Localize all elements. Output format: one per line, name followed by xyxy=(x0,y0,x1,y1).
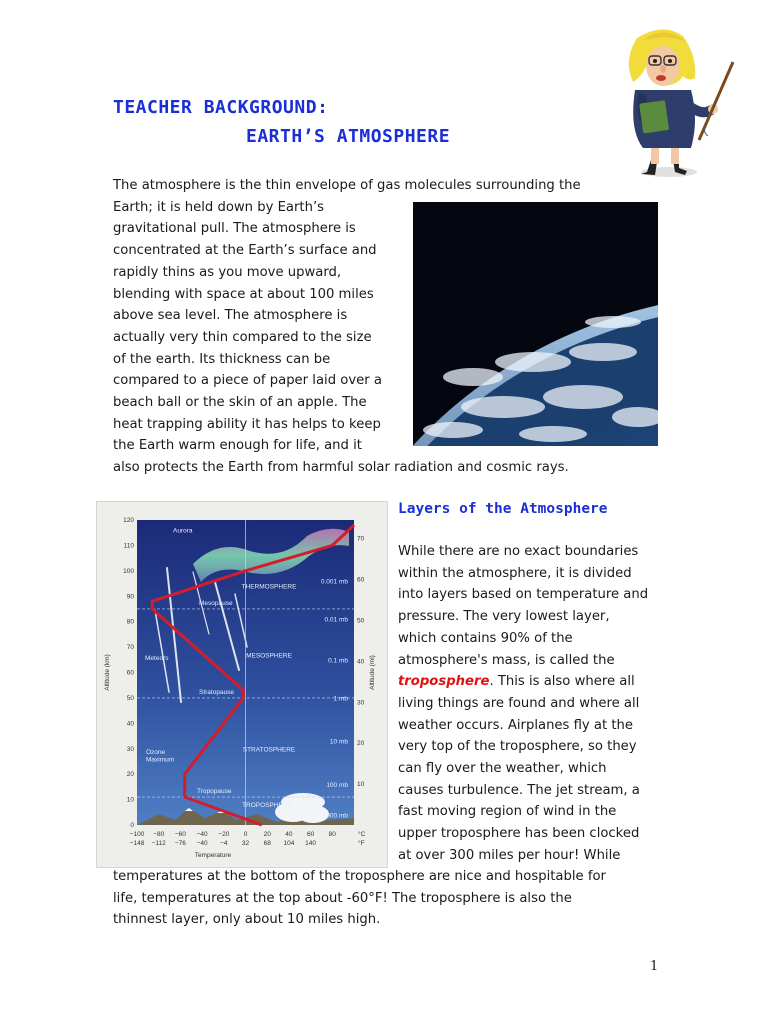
pressure-label: 100 mb xyxy=(326,781,348,789)
left-axis-label: Altitude (km) xyxy=(104,654,111,691)
celsius-tick-label: 80 xyxy=(328,831,336,838)
fahrenheit-tick-label: −40 xyxy=(196,840,208,847)
km-tick-label: 20 xyxy=(126,771,134,779)
troposphere-highlight: troposphere xyxy=(398,674,490,690)
layers-line: which contains 90% of the xyxy=(398,630,573,646)
closing-line: thinnest layer, only about 10 miles high. xyxy=(113,912,381,928)
layers-line: atmosphere's mass, is called the xyxy=(398,652,615,668)
fahrenheit-tick-label: 140 xyxy=(305,840,317,847)
fahrenheit-tick-label: −4 xyxy=(220,840,228,847)
atmosphere-layers-diagram-frame xyxy=(96,501,388,868)
mi-tick-label: 30 xyxy=(357,699,365,707)
layers-line: While there are no exact boundaries xyxy=(398,544,639,559)
layers-line: into layers based on temperature and xyxy=(398,587,649,603)
layers-line: weather occurs. Airplanes fly at the xyxy=(398,717,633,733)
title-line-1: TEACHER BACKGROUND: xyxy=(113,97,329,118)
stratopause-label: Stratopause xyxy=(199,689,235,697)
layers-line-rest: . This is also where all xyxy=(489,674,635,690)
km-tick-label: 50 xyxy=(126,694,134,702)
intro-line: The atmosphere is the thin envelope of gas molecules surrounding the xyxy=(113,178,581,193)
km-tick-label: 90 xyxy=(126,593,134,601)
layers-line: causes turbulence. The jet stream, a xyxy=(398,782,640,798)
fahrenheit-tick-label: −76 xyxy=(174,840,186,847)
km-tick-label: 30 xyxy=(126,745,134,753)
celsius-tick-label: 40 xyxy=(285,831,293,838)
km-tick-label: 0 xyxy=(130,822,134,829)
closing-line: temperatures at the bottom of the troposphere are nice and hospitable for xyxy=(113,869,606,884)
pressure-label: 0.001 mb xyxy=(320,578,348,586)
layers-line: can fly over the weather, which xyxy=(398,761,607,777)
layers-line: living things are found and where all xyxy=(398,695,640,711)
ozone-maximum-label: Maximum xyxy=(146,756,175,764)
intro-line: Earth; it is held down by Earth’s xyxy=(113,199,325,215)
meteors-label: Meteors xyxy=(145,654,169,662)
layers-line: very top of the troposphere, so they xyxy=(398,739,637,755)
km-tick-label: 10 xyxy=(126,796,134,804)
x-axis-label: Temperature xyxy=(194,852,232,859)
celsius-tick-label: 0 xyxy=(243,831,248,838)
layers-line: pressure. The very lowest layer, xyxy=(398,609,610,625)
mi-tick-label: 20 xyxy=(357,740,365,748)
mesopause-label: Mesopause xyxy=(199,600,233,608)
layers-line: within the atmosphere, it is divided xyxy=(398,565,632,581)
km-tick-label: 60 xyxy=(126,669,134,677)
mesosphere-label: MESOSPHERE xyxy=(246,652,292,660)
right-axis-label: Altitude (mi) xyxy=(369,655,376,690)
intro-line: compared to a piece of paper laid over a xyxy=(113,373,382,389)
pressure-label: 1 mb xyxy=(333,695,348,703)
layers-line: at over 300 miles per hour! While xyxy=(398,847,621,863)
aurora-label: Aurora xyxy=(173,527,193,535)
pressure-label: 0.01 mb xyxy=(324,616,348,624)
troposphere-label: TROPOSPHERE xyxy=(242,802,292,810)
teacher-cartoon-illustration xyxy=(603,20,738,180)
mi-tick-label: 70 xyxy=(357,535,365,543)
celsius-tick-label: 60 xyxy=(306,831,315,838)
atmosphere-layers-diagram xyxy=(97,502,387,867)
celsius-tick-label: −20 xyxy=(218,831,230,838)
celsius-tick-label: 20 xyxy=(263,831,271,838)
intro-line: heat trapping ability it has helps to keep xyxy=(113,416,381,432)
km-tick-label: 110 xyxy=(123,542,134,550)
intro-line: beach ball or the skin of an apple. The xyxy=(113,395,367,411)
pressure-label: 0.1 mb xyxy=(328,657,348,665)
intro-line: blending with space at about 100 miles xyxy=(113,286,374,302)
layers-line: upper troposphere has been clocked xyxy=(398,826,640,842)
mi-tick-label: 60 xyxy=(357,576,365,584)
km-tick-label: 70 xyxy=(126,644,134,652)
layers-section-heading: Layers of the Atmosphere xyxy=(398,501,608,517)
mi-tick-label: 50 xyxy=(357,617,365,625)
layers-line xyxy=(398,671,670,693)
intro-line: above sea level. The atmosphere is xyxy=(113,308,348,324)
intro-line: gravitational pull. The atmosphere is xyxy=(113,221,356,237)
km-tick-label: 40 xyxy=(126,720,134,728)
celsius-tick-label: −100 xyxy=(129,831,145,838)
closing-line: life, temperatures at the top about -60°F! The troposphere is also the xyxy=(113,890,572,906)
intro-line: also protects the Earth from harmful solar radiation and cosmic rays. xyxy=(113,460,569,476)
celsius-tick-label: −40 xyxy=(196,831,208,838)
celsius-tick-label: −60 xyxy=(174,831,186,838)
intro-line: actually very thin compared to the size xyxy=(113,329,372,345)
fahrenheit-tick-label: 32 xyxy=(241,840,250,847)
mi-tick-label: 10 xyxy=(357,781,365,789)
fahrenheit-tick-label: 104 xyxy=(283,840,295,847)
pressure-label: 10 mb xyxy=(329,738,348,746)
km-tick-label: 80 xyxy=(126,618,134,626)
celsius-unit-label: °C xyxy=(358,831,366,838)
stratosphere-label: STRATOSPHERE xyxy=(242,746,296,754)
fahrenheit-unit-label: °F xyxy=(358,840,365,847)
thermosphere-label: THERMOSPHERE xyxy=(241,583,297,591)
intro-line: the Earth warm enough for life, and it xyxy=(113,438,362,454)
pressure-label: 1000 mb xyxy=(322,812,348,820)
km-tick-label: 100 xyxy=(123,567,134,575)
fahrenheit-tick-label: −112 xyxy=(151,840,166,847)
fahrenheit-tick-label: 68 xyxy=(263,840,271,847)
closing-paragraph xyxy=(113,866,673,931)
page-number: 1 xyxy=(650,959,659,974)
layers-paragraph xyxy=(398,541,670,867)
mi-tick-label: 40 xyxy=(357,658,365,666)
intro-line: rapidly thins as you move upward, xyxy=(113,264,342,280)
title-line-2: EARTH’S ATMOSPHERE xyxy=(246,126,451,147)
ozone-label: Ozone xyxy=(146,748,166,756)
earth-from-space-photo xyxy=(413,202,658,446)
celsius-tick-label: −80 xyxy=(153,831,165,838)
km-tick-label: 120 xyxy=(123,517,134,524)
intro-line: of the earth. Its thickness can be xyxy=(113,351,331,367)
fahrenheit-tick-label: −148 xyxy=(129,840,145,847)
intro-line: concentrated at the Earth’s surface and xyxy=(113,243,377,259)
tropopause-label: Tropopause xyxy=(197,788,232,796)
layers-line: fast moving region of wind in the xyxy=(398,804,617,820)
